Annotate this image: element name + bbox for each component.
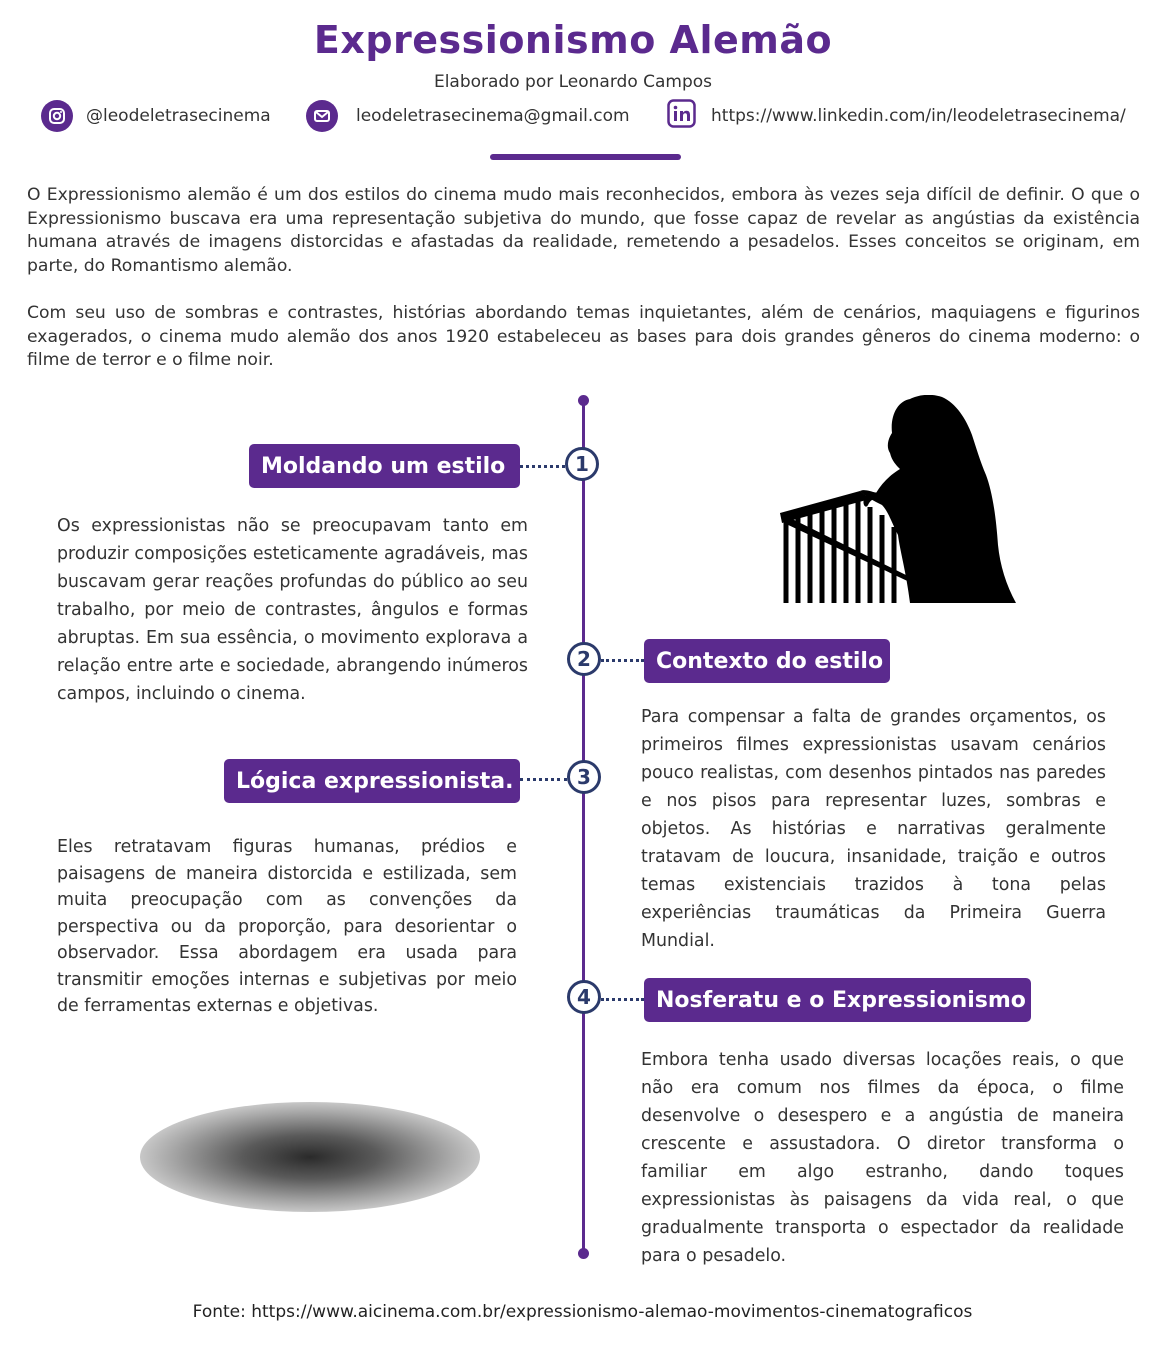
email-contact[interactable] [306,100,630,132]
instagram-handle[interactable]: @leodeletrasecinema [86,106,271,126]
source-footer: Fonte: https://www.aicinema.com.br/expressionismo-alemao-movimentos-cinematograficos [192,1302,973,1322]
section-text-4: Embora tenha usado diversas locações reais, o que não era comum nos filmes da época, o filme desenvolve o desespero e a angústia de maneira crescente e assustadora. O diretor transforma o familiar em algo estranho, dando toques expressionistas às paisagens da vida real, o que gradualmente transporta o espectador da realidade para o pesadelo. [641,1050,1124,1266]
timeline-start-dot [578,395,589,406]
connector-2 [601,659,644,662]
section-title-1: Moldando um estilo [249,444,520,488]
mail-icon [306,100,338,132]
connector-1 [520,465,565,468]
section-text-3: Eles retratavam figuras humanas, prédios e paisagens de maneira distorcida e estilizada, sem muita preocupação com as convenções da perspectiva ou da proporção, para desorientar o observador. Essa abordagem era usada para transmitir emoções internas e subjetivas por meio de ferramentas externas e objetivas. [57,837,517,1016]
shadow-blur-decoration [140,1102,480,1212]
timeline-number-1: 1 [565,447,599,481]
section-title-3: Lógica expressionista. [224,759,520,803]
section-text-1: Os expressionistas não se preocupavam tanto em produzir composições esteticamente agradáveis, mas buscavam gerar reações profundas do público ao seu trabalho, por meio de contrastes, ângulos e formas abruptas. Em sua essência, o movimento explorava a relação entre arte e sociedade, abrangendo inúmeros campos, incluindo o cinema. [57,516,528,704]
email-address[interactable]: leodeletrasecinema@gmail.com [356,106,630,126]
connector-3 [520,778,567,781]
section-text-2: Para compensar a falta de grandes orçamentos, os primeiros filmes expressionistas usavam cenários pouco realistas, com desenhos pintados nas paredes e nos pisos para representar luzes, sombras e objetos. As histórias e narrativas geralmente tratavam de loucura, insanidade, traição e outros temas existenciais trazidos à tona pelas experiências traumáticas da Primeira Guerra Mundial. [641,707,1106,951]
instagram-contact[interactable] [41,100,271,132]
linkedin-icon [667,99,696,133]
instagram-icon [41,100,73,132]
intro-paragraph-1: O Expressionismo alemão é um dos estilos do cinema mudo mais reconhecidos, embora às vezes seja difícil de definir. O que o Expressionismo buscava era uma representação subjetiva do mundo, que fosse capaz de revelar as angústias da existência humana através de imagens distorcidas e afastadas da realidade, remetendo a pesadelos. Esses conceitos se originam, em parte, do Romantismo alemão. [27,185,1140,276]
intro-paragraph-2: Com seu uso de sombras e contrastes, histórias abordando temas inquietantes, além de cenários, maquiagens e figurinos exagerados, o cinema mudo alemão dos anos 1920 estabeleceu as bases para dois grandes gêneros do cinema moderno: o filme de terror e o filme noir. [27,303,1140,370]
title-divider [490,154,681,160]
timeline-end-dot [578,1248,589,1259]
connector-4 [601,998,644,1001]
linkedin-url[interactable]: https://www.linkedin.com/in/leodeletrasecinema/ [711,106,1126,126]
page-title: Expressionismo Alemão [313,18,833,62]
nosferatu-silhouette-illustration [770,395,1030,607]
section-title-2: Contexto do estilo [644,639,890,683]
timeline-line [582,400,585,1254]
section-title-4: Nosferatu e o Expressionismo [644,978,1031,1022]
linkedin-contact[interactable] [667,100,1126,132]
timeline-number-4: 4 [567,980,601,1014]
author-line: Elaborado por Leonardo Campos [433,72,713,92]
timeline-number-3: 3 [567,760,601,794]
timeline-number-2: 2 [567,642,601,676]
